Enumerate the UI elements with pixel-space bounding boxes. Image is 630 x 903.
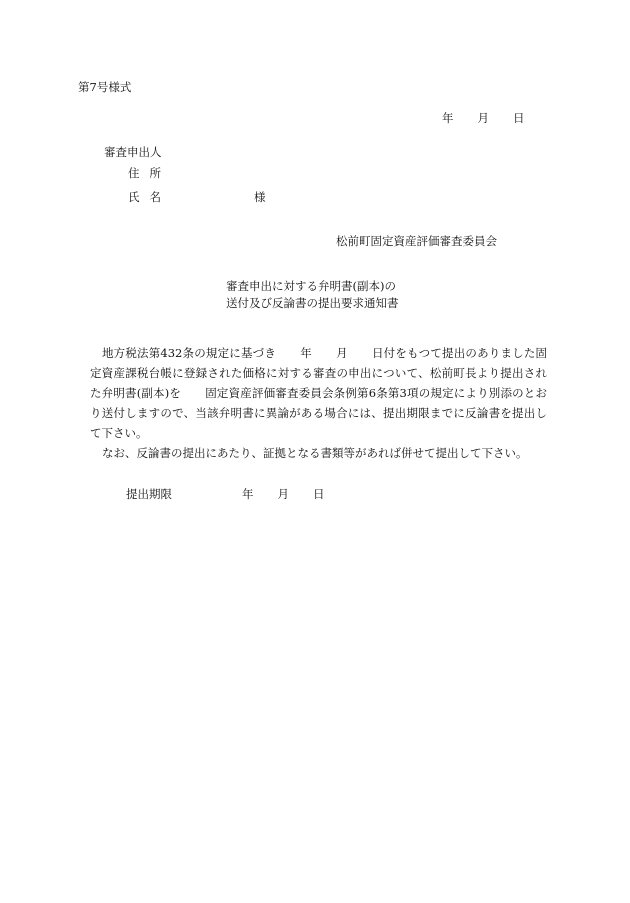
applicant-title: 審査申出人 — [104, 145, 162, 159]
body-paragraph-2: なお、反論書の提出にあたり、証拠となる書類等があれば併せて提出して下さい。 — [102, 446, 528, 460]
date-year: 年 — [442, 111, 454, 125]
form-number: 第7号様式 — [78, 80, 132, 94]
honorific: 様 — [254, 190, 266, 204]
name-label: 氏名 — [128, 190, 171, 204]
deadline-label: 提出期限 — [126, 487, 172, 501]
deadline-year: 年 — [242, 487, 254, 501]
deadline-month: 月 — [277, 487, 289, 501]
issue-date — [442, 113, 525, 125]
document-title-line2: 送付及び反論書の提出要求通知書 — [226, 296, 399, 310]
body-paragraph-1: 地方税法第432条の規定に基づき 年 月 日付をもつて提出のありました固定資産課税台帳に登録された価格に対する審査の申出について、松前町長より提出された弁明書(副本)を 固定資産評価審査委員会条例第6条第3項の規定により別添のとおり送付しますので、当該弁明書に異論がある場合には、提出期限までに反論書を提出して下さい。 — [90, 346, 548, 440]
deadline-day: 日 — [313, 487, 325, 501]
date-day: 日 — [513, 111, 525, 125]
body-text — [90, 343, 547, 463]
address-label: 住所 — [128, 166, 171, 180]
date-month: 月 — [477, 111, 489, 125]
deadline-date — [242, 489, 325, 501]
document-title-line1: 審査申出に対する弁明書(副本)の — [226, 279, 396, 293]
sender-committee: 松前町固定資産評価審査委員会 — [336, 234, 497, 248]
